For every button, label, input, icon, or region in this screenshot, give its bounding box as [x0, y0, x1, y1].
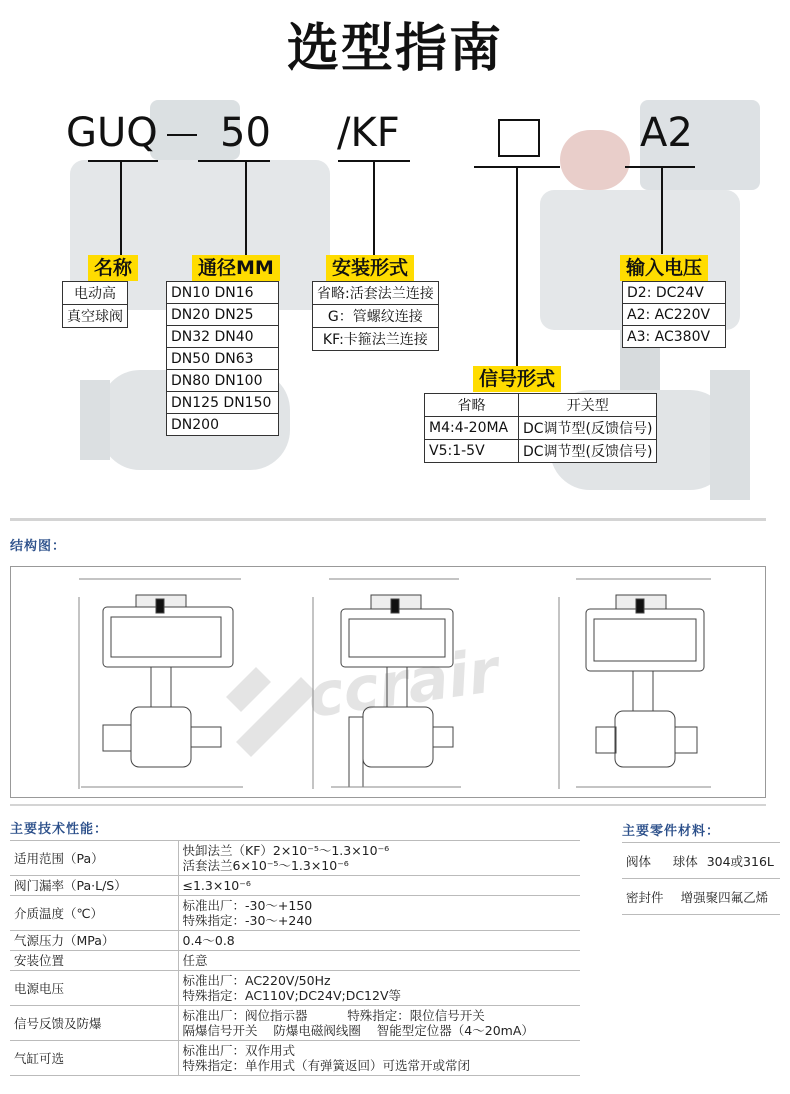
signal-cell: V5:1-5V: [425, 440, 519, 463]
install-row: 省略:活套法兰连接: [313, 282, 439, 305]
leader-line: [88, 160, 158, 162]
voltage-badge: 输入电压: [620, 255, 708, 281]
spec-label: 阀门漏率（Pa·L/S）: [10, 876, 178, 896]
spec-value: 快卸法兰（KF）2×10⁻⁵～1.3×10⁻⁶ 活套法兰6×10⁻⁵～1.3×10⁻⁶: [178, 841, 580, 876]
name-line: 电动高: [63, 282, 128, 305]
spec-value: 标准出厂：双作用式 特殊指定：单作用式（有弹簧返回）可选常开或常闭: [178, 1041, 580, 1076]
material-title: 主要零件材料：: [622, 824, 721, 839]
diameter-row: DN80 DN100: [167, 370, 279, 392]
install-badge: 安装形式: [326, 255, 414, 281]
diameter-row: DN50 DN63: [167, 348, 279, 370]
install-row: G：管螺纹连接: [313, 305, 439, 328]
material-table: [622, 842, 780, 915]
signal-cell: M4:4-20MA: [425, 417, 519, 440]
diameter-row: DN10 DN16: [167, 282, 279, 304]
code-diameter: 50: [220, 110, 271, 156]
spec-value: 标准出厂：-30～+150 特殊指定：-30～+240: [178, 896, 580, 931]
name-badge: 名称: [88, 255, 138, 281]
leader-line: [245, 160, 247, 255]
spec-label: 适用范围（Pa）: [10, 841, 178, 876]
spec-row: [10, 931, 580, 951]
spec-row: [10, 1041, 580, 1076]
leader-line: [198, 160, 270, 162]
material-row: [622, 879, 780, 915]
spec-row: [10, 951, 580, 971]
structure-drawings: [10, 566, 766, 798]
watermark-logo: [226, 635, 506, 757]
spec-label: 信号反馈及防爆: [10, 1006, 178, 1041]
spec-row: [10, 841, 580, 876]
page-title: 选型指南: [286, 19, 503, 79]
diameter-badge: 通径MM: [192, 255, 280, 281]
drawings-svg: [11, 567, 765, 797]
spec-value: ≤1.3×10⁻⁶: [178, 876, 580, 896]
diameter-row: DN20 DN25: [167, 304, 279, 326]
name-table: [62, 281, 128, 328]
material-cell: 304或316L: [703, 843, 780, 879]
material-row: [622, 843, 780, 879]
diameter-row: DN125 DN150: [167, 392, 279, 414]
spec-row: [10, 876, 580, 896]
leader-line: [661, 166, 663, 254]
drawing-kf: [79, 579, 243, 789]
leader-line: [373, 160, 375, 255]
voltage-row: A3: AC380V: [623, 326, 726, 348]
spec-table: [10, 840, 580, 1076]
name-line: 真空球阀: [63, 305, 128, 328]
code-series: GUQ: [66, 110, 158, 156]
voltage-row: D2: DC24V: [623, 282, 726, 304]
signal-header: 省略: [425, 394, 519, 417]
section-divider: [10, 804, 766, 806]
structure-title: 结构图：: [10, 539, 67, 554]
spec-label: 电源电压: [10, 971, 178, 1006]
voltage-row: A2: AC220V: [623, 304, 726, 326]
spec-value: 标准出厂：AC220V/50Hz 特殊指定：AC110V;DC24V;DC12V等: [178, 971, 580, 1006]
spec-label: 安装位置: [10, 951, 178, 971]
selection-guide: [0, 0, 790, 515]
drawing-thread: [559, 579, 711, 789]
section-divider: [10, 518, 766, 521]
spec-label: 介质温度（℃）: [10, 896, 178, 931]
leader-line: [625, 166, 695, 168]
leader-line: [516, 166, 518, 366]
material-cell: 增强聚四氟乙烯: [669, 879, 780, 915]
code-install: /KF: [337, 110, 400, 156]
signal-header: 开关型: [519, 394, 657, 417]
spec-row: [10, 1006, 580, 1041]
spec-label: 气源压力（MPa）: [10, 931, 178, 951]
diameter-row: DN200: [167, 414, 279, 436]
leader-line: [120, 160, 122, 255]
spec-value: 0.4～0.8: [178, 931, 580, 951]
spec-row: [10, 971, 580, 1006]
code-dash: [167, 134, 197, 136]
spec-label: 气缸可选: [10, 1041, 178, 1076]
signal-cell: DC调节型(反馈信号): [519, 417, 657, 440]
signal-table: [424, 393, 657, 463]
install-row: KF:卡箍法兰连接: [313, 328, 439, 351]
material-cell: 阀体: [622, 843, 669, 879]
install-table: [312, 281, 439, 351]
signal-cell: DC调节型(反馈信号): [519, 440, 657, 463]
watermark-text: ccrair: [303, 635, 503, 732]
code-signal-placeholder: [498, 119, 540, 157]
code-voltage: A2: [640, 110, 693, 156]
spec-row: [10, 896, 580, 931]
material-cell: 球体: [669, 843, 703, 879]
diameter-table: [166, 281, 279, 436]
voltage-table: [622, 281, 726, 348]
material-cell: 密封件: [622, 879, 669, 915]
spec-title: 主要技术性能：: [10, 822, 109, 837]
diameter-row: DN32 DN40: [167, 326, 279, 348]
spec-value: 任意: [178, 951, 580, 971]
spec-value: 标准出厂：阀位指示器 特殊指定：限位信号开关 隔爆信号开关 防爆电磁阀线圈 智能型定位器（4～20mA）: [178, 1006, 580, 1041]
signal-badge: 信号形式: [473, 366, 561, 392]
